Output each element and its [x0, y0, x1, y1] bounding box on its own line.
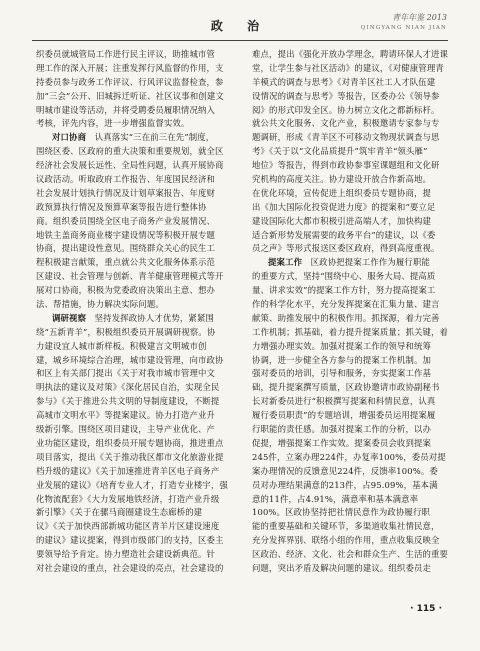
- left-column: [36, 48, 236, 576]
- line-text: 充分发挥界别、联络小组的作用，重点收集反映全: [252, 535, 440, 546]
- line-text: 项目落实，提出《关于推动我区都市文化旅游业提: [36, 451, 224, 462]
- line-text: 明城市建设等活动，并将受聘委员履职情况纳入: [36, 104, 216, 115]
- text-line: [36, 423, 236, 437]
- text-line: [36, 298, 236, 312]
- line-text: 理工作的深入开展；注重发挥行风监督的作用，支: [36, 62, 224, 73]
- text-line: [252, 312, 452, 326]
- text-line: [252, 493, 452, 507]
- line-text: 就公共文化服务、文化产业，积极邀请专家参与专: [252, 118, 440, 129]
- line-text: 力建设宜人城市新样板。积极建言文明城市创: [36, 340, 207, 351]
- text-line: [36, 395, 236, 409]
- text-line: [36, 229, 236, 243]
- text-line: [252, 423, 452, 437]
- text-line: [36, 104, 236, 118]
- line-text: 经济社会发展长远性、全局性问题，认真开展协商: [36, 160, 224, 171]
- text-line: [36, 256, 236, 270]
- line-text: 在优化环境，宣传促进上组织委员专题协商，提: [252, 187, 432, 198]
- text-line: [252, 451, 452, 465]
- text-line: [252, 548, 452, 562]
- text-line: [252, 562, 452, 576]
- line-text: 明执法的建议及对策》《深化居民自治，实现全民: [36, 382, 220, 393]
- line-text: 参与》《关于推进公共文明的导制度建设，不断提: [36, 396, 220, 407]
- line-text: 业功能区建设，组织委员开展专题协商，推进重点: [36, 437, 224, 448]
- right-column: [252, 48, 452, 576]
- line-text: 展对口协商，积极为党委政府决策出主意、想办: [36, 285, 216, 296]
- line-text: 新引擎》《关于在骡马商圈建设生态廊桥的建: [36, 507, 203, 518]
- text-line: [252, 520, 452, 534]
- text-line: [252, 242, 452, 256]
- text-line: [252, 298, 452, 312]
- line-text: 协调，进一步健全各方参与的提案工作机制。加: [252, 354, 432, 365]
- line-text: 出《加大国际化投资促进力度》的提案和“要立足: [252, 201, 436, 212]
- line-text: 础，提升提案撰写质量，区政协邀请市政协副秘书: [252, 382, 440, 393]
- line-text: 协商，提出建设性意见。围绕群众关心的民生工: [36, 243, 216, 254]
- line-text: 难点，提出《强化开放办学理念，聘请环保人才进课: [252, 49, 449, 59]
- line-text: 持委员参与政务工作评议、行风评议监督检查，参: [36, 76, 224, 87]
- line-text: 绕“五新青羊”，积极组织委员开展调研视察。协: [36, 326, 216, 337]
- text-line: [252, 340, 452, 354]
- text-line: [252, 48, 452, 62]
- line-text: 案办理情况的反馈意见224件，反馈率100%。委: [252, 465, 438, 476]
- text-line: [252, 173, 452, 187]
- text-line: [36, 312, 236, 326]
- line-text: 地铁主盖商务商业楼宇建设情况等积极开展专题: [36, 229, 216, 240]
- text-line: [36, 534, 236, 548]
- line-text: 堂，让学生参与社区活动》的建议，《对健康管理青: [252, 62, 444, 73]
- text-line: [36, 201, 236, 215]
- text-line: [252, 90, 452, 104]
- line-text: 究机构的高度关注。协力建设开放合作新高地。: [252, 174, 432, 185]
- yearbook-logo: 青年年鉴 2013: [392, 13, 447, 22]
- paragraph-heading: 对口协商: [52, 132, 87, 143]
- text-line: [252, 62, 452, 76]
- text-line: [36, 409, 236, 423]
- text-line: [252, 201, 452, 215]
- line-text: 100%。区政协坚持把社情民意作为政协履行职: [252, 507, 430, 518]
- line-text: 坚持发挥政协人才优势，紧紧围: [94, 312, 214, 323]
- line-text: 意的11件，占4.91%，满意率和基本满意率: [252, 493, 419, 504]
- text-line: [36, 506, 236, 520]
- page-number: · 115 ·: [410, 604, 442, 614]
- line-text: 量、讲求实效”的提案工作方针，努力提高提案工: [252, 285, 436, 296]
- line-text: 能的重要基础和关键环节，多渠道收集社情民意，: [252, 521, 440, 532]
- text-line: [36, 76, 236, 90]
- text-line: [252, 326, 452, 340]
- text-line: [36, 520, 236, 534]
- line-text: 档升级的建议》《关于加速推进青羊区电子商务产: [36, 465, 220, 476]
- text-line: [252, 354, 452, 368]
- page-header: [0, 0, 480, 50]
- text-line: [252, 367, 452, 381]
- line-text: 程积极建言献策，重点就公共文化服务体系示范: [36, 257, 216, 268]
- line-text: 245件，立案办理224件，办复率100%，委员对提: [252, 451, 446, 462]
- line-text: 考核，评先内容，进一步增强监督实效。: [36, 118, 190, 129]
- text-line: [252, 381, 452, 395]
- text-line: [252, 104, 452, 118]
- text-line: [36, 62, 236, 76]
- text-line: [36, 48, 236, 62]
- text-line: [252, 409, 452, 423]
- line-text: 的重要方式，坚持“围绕中心、服务大局、提高质: [252, 271, 436, 282]
- line-text: 和区上有关部门提出《关于对我市城市管理中文: [36, 368, 216, 379]
- text-line: [36, 562, 236, 576]
- line-text: 政预算执行情况及预算草案等报告进行整体协: [36, 201, 207, 212]
- text-line: [36, 242, 236, 256]
- line-text: 的建议》建议提案，得到市级部门的支持，区委主: [36, 535, 224, 546]
- text-line: [252, 465, 452, 479]
- line-text: 献策、助推发展中的积极作用。抓探源，着力完善: [252, 312, 440, 323]
- paragraph-heading: 提案工作: [268, 257, 303, 268]
- text-line: [252, 117, 452, 131]
- line-text: 议政活动。听取政府工作报告、年度国民经济和: [36, 174, 216, 185]
- text-line: [252, 284, 452, 298]
- line-text: 建，城乡环境综合治理，城市建设管理，向市政协: [36, 354, 224, 365]
- text-line: [252, 479, 452, 493]
- text-line: [36, 326, 236, 340]
- line-text: 区政协把提案工作作为履行职能: [310, 257, 430, 268]
- line-text: 力增强办理实效。加强对提案工作的领导和统筹: [252, 340, 432, 351]
- text-line: [252, 506, 452, 520]
- line-text: 商。组织委员围绕全区电子商务产业发展情况、: [36, 215, 216, 226]
- line-text: 级新引擎。围绕区项目建设，主导产业优化、产: [36, 424, 216, 435]
- line-text: 羊模式的调查与思考》《对青羊区社工人才队伍建: [252, 76, 436, 87]
- line-text: 织委员就城管局工作进行民主评议，助推城市管: [36, 49, 216, 59]
- text-line: [252, 215, 452, 229]
- text-line: [36, 270, 236, 284]
- text-line: [36, 354, 236, 368]
- line-text: 问题，突出矛盾及解决问题的建议。组织委员走: [252, 562, 432, 573]
- text-line: [36, 173, 236, 187]
- line-text: 要领导给予肯定。协力塑造社会建设新典范。针: [36, 549, 216, 560]
- line-text: 地位》等报告，得到市政协参事室课题组和文化研: [252, 160, 440, 171]
- text-line: [36, 381, 236, 395]
- line-text: 强对委员的培训，引导和服务，夯实提案工作基: [252, 368, 432, 379]
- line-text: 长对新委员进行“积极撰写提案和科情民意，认真: [252, 396, 436, 407]
- text-line: [252, 534, 452, 548]
- text-line: [252, 76, 452, 90]
- line-text: 员对办理结果满意的213件，占95.09%，基本满: [252, 479, 438, 490]
- text-line: [36, 215, 236, 229]
- text-line: [36, 90, 236, 104]
- text-line: [252, 131, 452, 145]
- text-line: [36, 367, 236, 381]
- line-text: 议》《关于加快西部新城功能区青羊片区建设速度: [36, 521, 220, 532]
- text-line: [36, 284, 236, 298]
- text-line: [36, 145, 236, 159]
- text-line: [36, 479, 236, 493]
- line-text: 认真落实“三在前三在先”制度，: [94, 132, 215, 143]
- text-line: [252, 187, 452, 201]
- line-text: 法、帮措施，协力解决实际问题。: [36, 299, 164, 310]
- line-text: 建设国际化大都市积极引进高端人才，加快构建: [252, 215, 432, 226]
- text-line: [36, 437, 236, 451]
- text-line: [36, 187, 236, 201]
- text-line: [36, 451, 236, 465]
- line-text: 设情况的调查与思考》等报告，区委办公《领导参: [252, 90, 440, 101]
- text-line: [36, 159, 236, 173]
- header-divider: [32, 40, 448, 41]
- text-line: [252, 159, 452, 173]
- line-text: 区建设、社会管理与创新、青羊健康管理模式等开: [36, 271, 224, 282]
- line-text: 高城市文明水平》等提案建议。协力打造产业升: [36, 410, 216, 421]
- text-line: [252, 145, 452, 159]
- text-line: [36, 548, 236, 562]
- line-text: 围绕区委、区政府的重大决策和重要规划，就全区: [36, 146, 224, 157]
- line-text: 化物流配套》《大力发展地铁经济，打造产业升级: [36, 493, 220, 504]
- yearbook-logo-subtitle: QINGYANG NIAN JIAN: [360, 25, 447, 31]
- line-text: 区政治、经济、文化、社会和群众生产、生活的重要: [252, 549, 449, 560]
- text-line: [252, 229, 452, 243]
- text-line: [252, 256, 452, 270]
- text-line: [252, 395, 452, 409]
- text-line: [252, 270, 452, 284]
- line-text: 促提，增强提案工作实效。提案委员会收到提案: [252, 437, 432, 448]
- text-line: [36, 465, 236, 479]
- line-text: 题调研，形成《青羊区不可移动文物现状调查与思: [252, 132, 440, 143]
- line-text: 业发展的建议》《培育专业人才，打造专业楼宇，强: [36, 479, 228, 490]
- paragraph-heading: 调研视察: [52, 312, 87, 323]
- line-text: 对社会建设的重点，社会建设的亮点，社会建设的: [36, 562, 224, 573]
- line-text: 履行委员职责”的专题培训，增强委员运用提案履: [252, 410, 436, 421]
- line-text: 加“三会”公开、旧城拆迁听证、社区议事和创建文: [36, 90, 224, 101]
- line-text: 工作机制；抓基础，着力提升提案质量；抓关键，着: [252, 326, 449, 337]
- line-text: 行职能的责任感。加强对提案工作的分析，以办: [252, 424, 432, 435]
- line-text: 考》《关于以“文化品质提升”筑牢青羊“领头雁”: [252, 146, 428, 157]
- text-line: [36, 493, 236, 507]
- line-text: 适合新形势发展需要的政务平台”的建议，以《委: [252, 229, 436, 240]
- line-text: 员之声》等形式报送区委区政府，得到高度重视。: [252, 243, 440, 254]
- line-text: 社会发展计划执行情况及计划草案报告、年度财: [36, 187, 216, 198]
- text-line: [36, 131, 236, 145]
- text-line: [36, 340, 236, 354]
- line-text: 阅》的形式印发全区。协力树立文化之都新标杆。: [252, 104, 440, 115]
- text-line: [252, 437, 452, 451]
- line-text: 作的科学化水平，充分发挥提案在汇集力量、建言: [252, 299, 440, 310]
- section-title: 政 治: [210, 19, 270, 33]
- text-line: [36, 117, 236, 131]
